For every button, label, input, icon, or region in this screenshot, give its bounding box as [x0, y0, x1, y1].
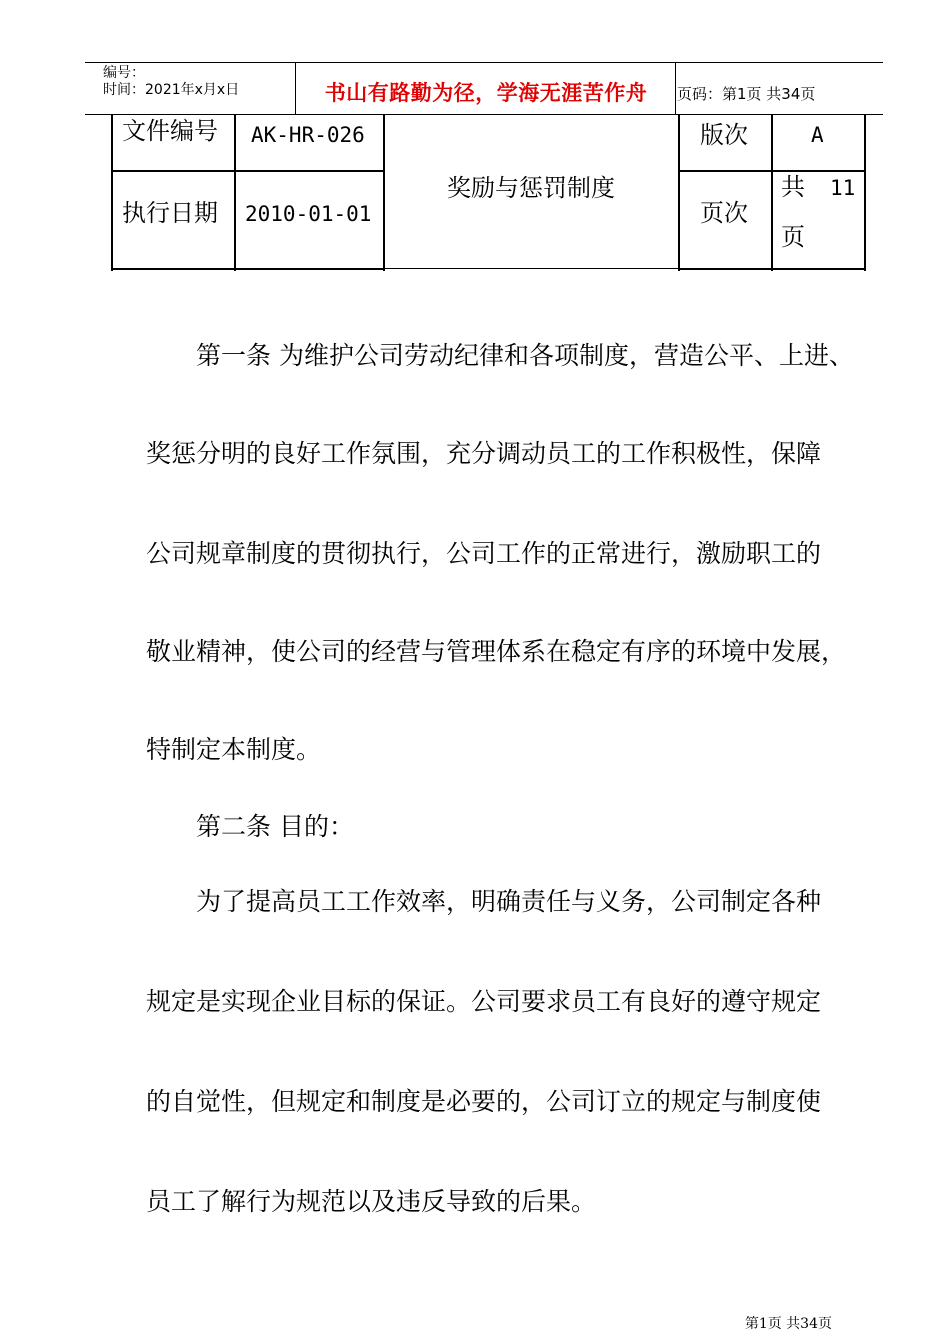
page-count-total-number: 11 [830, 176, 856, 200]
version-label: 版次 [700, 121, 748, 149]
table-border [111, 170, 385, 172]
page-count-label: 页次 [700, 199, 748, 227]
header-divider [675, 63, 676, 114]
body-line: 员工了解行为规范以及违反导致的后果。 [146, 1187, 597, 1216]
table-border [678, 170, 866, 172]
document-title: 奖励与惩罚制度 [447, 174, 615, 202]
body-line: 规定是实现企业目标的保证。公司要求员工有良好的遵守规定 [146, 987, 822, 1016]
table-border [111, 114, 113, 271]
body-line: 的自觉性，但规定和制度是必要的，公司订立的规定与制度使 [146, 1087, 822, 1116]
time-label: 时间：2021年x月x日 [103, 82, 240, 98]
header-meta [103, 65, 239, 99]
table-border [864, 114, 866, 271]
running-header [85, 62, 883, 115]
section-heading: 第二条 目的： [196, 812, 354, 841]
page-count-total-prefix: 共 [781, 173, 805, 201]
header-divider [295, 63, 296, 114]
table-border [771, 114, 773, 271]
body-line: 奖惩分明的良好工作氛围，充分调动员工的工作积极性，保障 [146, 439, 822, 468]
body-line: 敬业精神，使公司的经营与管理体系在稳定有序的环境中发展， [146, 637, 847, 666]
exec-date-label: 执行日期 [122, 199, 218, 227]
footer-page-info: 第1页 共34页 [744, 1316, 832, 1332]
table-border [678, 268, 866, 270]
table-border [111, 268, 385, 270]
body-line: 为了提高员工工作效率，明确责任与义务，公司制定各种 [196, 887, 822, 916]
file-number-value: AK-HR-026 [251, 123, 365, 147]
exec-date-value: 2010-01-01 [245, 202, 372, 226]
version-value: A [811, 123, 824, 147]
header-motto: 书山有路勤为径，学海无涯苦作舟 [324, 81, 648, 105]
file-number-label: 文件编号 [122, 117, 218, 145]
table-border [234, 114, 236, 271]
body-line: 特制定本制度。 [146, 735, 322, 764]
page-count-total-suffix: 页 [781, 223, 805, 251]
table-border [383, 268, 679, 269]
doc-number-label: 编号： [103, 65, 145, 81]
table-border [678, 114, 680, 271]
body-line: 公司规章制度的贯彻执行，公司工作的正常进行，激励职工的 [146, 539, 822, 568]
header-page-info: 页码：第1页 共34页 [677, 85, 816, 103]
body-line: 第一条 为维护公司劳动纪律和各项制度，营造公平、上进、 [196, 341, 854, 370]
